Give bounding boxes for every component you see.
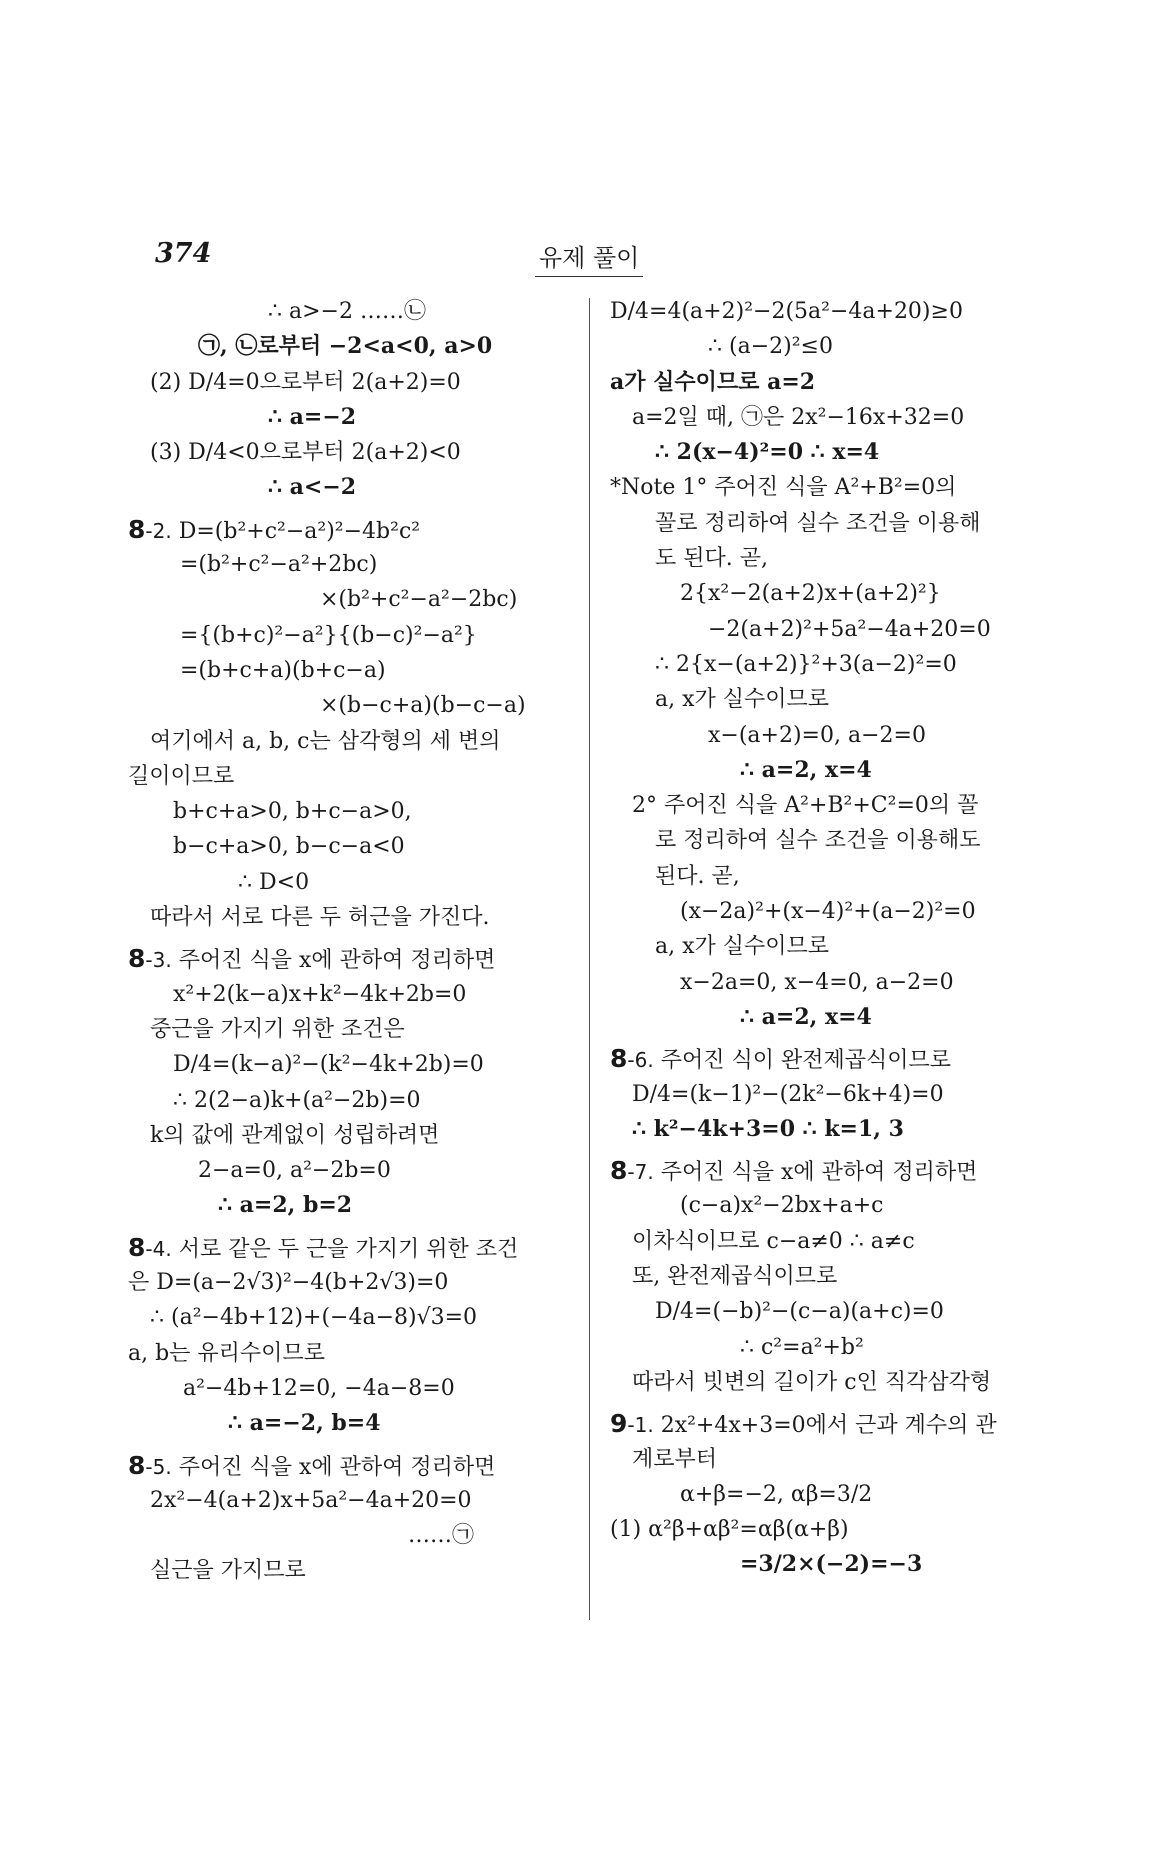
text-line: [610, 1112, 1060, 1147]
text-line: [610, 823, 1060, 858]
line-text: =(b²+c²−a²+2bc): [180, 552, 378, 578]
problem-sub-number: -5.: [145, 1454, 172, 1479]
problem-sub-number: -7.: [627, 1160, 654, 1185]
text-line: [610, 1477, 1060, 1512]
text-line: [128, 1230, 578, 1265]
problem-sub-number: -2.: [145, 518, 172, 543]
line-text: 로 정리하여 실수 조건을 이용해도: [655, 828, 981, 854]
text-line: [610, 435, 1060, 470]
line-text: 여기에서 a, b, c는 삼각형의 세 변의: [150, 728, 501, 754]
text-line: [128, 1448, 578, 1483]
problem-number: 9: [610, 1409, 628, 1439]
text-line: [610, 1188, 1060, 1223]
line-text: (c−a)x²−2bx+a+c: [680, 1193, 884, 1219]
line-text: 2−a=0, a²−2b=0: [198, 1158, 391, 1184]
text-line: [128, 900, 578, 935]
text-line: [610, 1330, 1060, 1365]
line-text: a, x가 실수이므로: [655, 934, 830, 960]
line-text: 주어진 식을 x에 관하여 정리하면: [171, 948, 496, 974]
line-text: α+β=−2, αβ=3/2: [680, 1481, 873, 1507]
right-column: [610, 294, 1060, 1583]
line-text: x−(a+2)=0, a−2=0: [708, 722, 926, 748]
text-line: [128, 794, 578, 829]
left-column: [128, 294, 578, 1589]
line-text: =(b+c+a)(b+c−a): [180, 657, 386, 683]
text-line: [128, 865, 578, 900]
page-header-title: 유제 풀이: [535, 238, 643, 277]
text-line: [128, 1483, 578, 1518]
line-text: ∴ a>−2 ……㉡: [268, 299, 426, 324]
line-text: ∴ 2{x−(a+2)}²+3(a−2)²=0: [655, 651, 957, 677]
text-line: [610, 1512, 1060, 1547]
text-line: [128, 1188, 578, 1223]
text-line: [610, 859, 1060, 894]
text-line: [128, 582, 578, 617]
text-line: [128, 1553, 578, 1588]
text-line: [128, 1371, 578, 1406]
line-text: ={(b+c)²−a²}{(b−c)²−a²}: [180, 622, 477, 648]
line-text: 은 D=(a−2√3)²−4(b+2√3)=0: [128, 1270, 449, 1296]
line-text: b−c+a>0, b−c−a<0: [173, 834, 405, 860]
line-text: 주어진 식을 x에 관하여 정리하면: [653, 1160, 978, 1186]
text-line: [610, 1442, 1060, 1477]
line-text: 이차식이므로 c−a≠0 ∴ a≠c: [632, 1228, 915, 1254]
text-line: [128, 329, 578, 364]
line-text: *Note 1° 주어진 식을 A²+B²=0의: [610, 475, 957, 501]
line-text: D/4=(k−a)²−(k²−4k+2b)=0: [173, 1052, 484, 1078]
line-text: ∴ a=−2: [268, 403, 357, 430]
problem-number: 8: [610, 1044, 628, 1074]
page-number: 374: [155, 238, 212, 269]
text-line: [610, 365, 1060, 400]
text-line: [128, 1083, 578, 1118]
problem-sub-number: -4.: [145, 1236, 172, 1261]
line-text: ∴ (a−2)²≤0: [708, 334, 833, 360]
text-line: [128, 547, 578, 582]
text-line: [128, 618, 578, 653]
line-text: k의 값에 관계없이 성립하려면: [150, 1122, 440, 1148]
line-text: 주어진 식을 x에 관하여 정리하면: [171, 1454, 496, 1480]
text-line: [128, 653, 578, 688]
line-text: a, x가 실수이므로: [655, 687, 830, 713]
text-line: [128, 759, 578, 794]
line-text: x²+2(k−a)x+k²−4k+2b=0: [173, 981, 467, 1007]
line-text: a, b는 유리수이므로: [128, 1340, 325, 1366]
text-line: [128, 512, 578, 547]
line-text: 2x²−4(a+2)x+5a²−4a+20=0: [150, 1487, 472, 1513]
line-text: D/4=(k−1)²−(2k²−6k+4)=0: [632, 1081, 944, 1107]
line-text: a²−4b+12=0, −4a−8=0: [183, 1375, 455, 1401]
problem-number: 8: [128, 944, 146, 974]
line-text: ∴ 2(x−4)²=0 ∴ x=4: [655, 439, 880, 466]
text-line: [610, 1153, 1060, 1188]
text-line: [610, 294, 1060, 329]
line-text: (2) D/4=0으로부터 2(a+2)=0: [150, 369, 461, 395]
text-line: [128, 1012, 578, 1047]
line-text: 계로부터: [632, 1446, 718, 1472]
text-line: [610, 400, 1060, 435]
line-text: 주어진 식이 완전제곱식이므로: [653, 1048, 951, 1074]
text-line: [610, 647, 1060, 682]
text-line: [128, 977, 578, 1012]
line-text: ∴ a=−2, b=4: [228, 1410, 381, 1437]
line-text: D/4=4(a+2)²−2(5a²−4a+20)≥0: [610, 299, 963, 324]
line-text: D=(b²+c²−a²)²−4b²c²: [171, 518, 421, 544]
line-text: D/4=(−b)²−(c−a)(a+c)=0: [655, 1299, 944, 1325]
text-line: [128, 1153, 578, 1188]
text-line: [610, 718, 1060, 753]
text-line: [610, 506, 1060, 541]
line-text: 길이이므로: [128, 763, 235, 789]
text-line: [610, 1547, 1060, 1582]
text-line: [610, 576, 1060, 611]
text-line: [610, 1406, 1060, 1441]
problem-number: 8: [128, 514, 146, 544]
line-text: a=2일 때, ㉠은 2x²−16x+32=0: [632, 404, 965, 430]
text-line: [128, 724, 578, 759]
text-line: [610, 612, 1060, 647]
line-text: ∴ a=2, x=4: [740, 756, 872, 783]
line-text: ∴ a=2, b=2: [218, 1192, 353, 1219]
text-line: [610, 753, 1060, 788]
text-line: [128, 470, 578, 505]
line-text: a가 실수이므로 a=2: [610, 368, 816, 395]
line-text: ∴ D<0: [238, 869, 310, 895]
line-text: 또, 완전제곱식이므로: [632, 1264, 838, 1290]
text-line: [610, 541, 1060, 576]
column-divider: [589, 298, 590, 1620]
line-text: 따라서 빗변의 길이가 c인 직각삼각형: [632, 1369, 992, 1395]
line-text: ×(b−c+a)(b−c−a): [320, 693, 526, 719]
text-line: [128, 941, 578, 976]
line-text: (3) D/4<0으로부터 2(a+2)<0: [150, 440, 461, 466]
text-line: [128, 400, 578, 435]
text-line: [128, 1336, 578, 1371]
problem-number: 8: [610, 1156, 628, 1186]
line-text: ∴ a<−2: [268, 474, 357, 501]
text-line: [610, 1077, 1060, 1112]
problem-sub-number: -6.: [627, 1048, 654, 1073]
text-line: [128, 1047, 578, 1082]
line-text: 2x²+4x+3=0에서 근과 계수의 관: [653, 1413, 997, 1439]
text-line: [610, 1041, 1060, 1076]
problem-sub-number: -3.: [145, 948, 172, 973]
problem-sub-number: -1.: [627, 1413, 654, 1438]
line-text: (x−2a)²+(x−4)²+(a−2)²=0: [680, 899, 976, 925]
line-text: =3/2×(−2)=−3: [740, 1551, 923, 1578]
text-line: [128, 1406, 578, 1441]
line-text: ㉠, ㉡로부터 −2<a<0, a>0: [198, 333, 493, 360]
line-text: ……㉠: [408, 1523, 475, 1549]
line-text: 실근을 가지므로: [150, 1558, 306, 1584]
text-line: [610, 1259, 1060, 1294]
line-text: ∴ (a²−4b+12)+(−4a−8)√3=0: [150, 1305, 478, 1331]
line-text: 꼴로 정리하여 실수 조건을 이용해: [655, 510, 981, 536]
line-text: x−2a=0, x−4=0, a−2=0: [680, 969, 954, 995]
text-line: [128, 1118, 578, 1153]
line-text: 된다. 곧,: [655, 863, 740, 889]
text-line: [128, 365, 578, 400]
text-line: [610, 1294, 1060, 1329]
text-line: [128, 294, 578, 329]
text-line: [610, 1365, 1060, 1400]
text-line: [610, 929, 1060, 964]
text-line: [610, 788, 1060, 823]
text-line: [610, 682, 1060, 717]
text-line: [128, 1518, 578, 1553]
text-line: [610, 894, 1060, 929]
text-line: [128, 435, 578, 470]
text-line: [610, 1000, 1060, 1035]
line-text: b+c+a>0, b+c−a>0,: [173, 799, 412, 825]
line-text: 도 된다. 곧,: [655, 546, 768, 572]
problem-number: 8: [128, 1450, 146, 1480]
line-text: 따라서 서로 다른 두 허근을 가진다.: [150, 905, 490, 931]
text-line: [128, 688, 578, 723]
text-line: [128, 1265, 578, 1300]
line-text: −2(a+2)²+5a²−4a+20=0: [708, 616, 991, 642]
line-text: (1) α²β+αβ²=αβ(α+β): [610, 1517, 849, 1543]
text-line: [610, 329, 1060, 364]
text-line: [610, 470, 1060, 505]
text-line: [610, 1224, 1060, 1259]
line-text: 2° 주어진 식을 A²+B²+C²=0의 꼴: [632, 793, 979, 819]
line-text: ∴ k²−4k+3=0 ∴ k=1, 3: [632, 1115, 904, 1142]
text-line: [128, 829, 578, 864]
line-text: ∴ 2(2−a)k+(a²−2b)=0: [173, 1087, 421, 1113]
line-text: 2{x²−2(a+2)x+(a+2)²}: [680, 581, 941, 607]
line-text: ×(b²+c²−a²−2bc): [320, 587, 518, 613]
problem-number: 8: [128, 1232, 146, 1262]
line-text: 서로 같은 두 근을 가지기 위한 조건: [171, 1236, 519, 1262]
line-text: 중근을 가지기 위한 조건은: [150, 1016, 405, 1042]
text-line: [610, 965, 1060, 1000]
text-line: [128, 1300, 578, 1335]
line-text: ∴ a=2, x=4: [740, 1003, 872, 1030]
line-text: ∴ c²=a²+b²: [740, 1334, 864, 1360]
